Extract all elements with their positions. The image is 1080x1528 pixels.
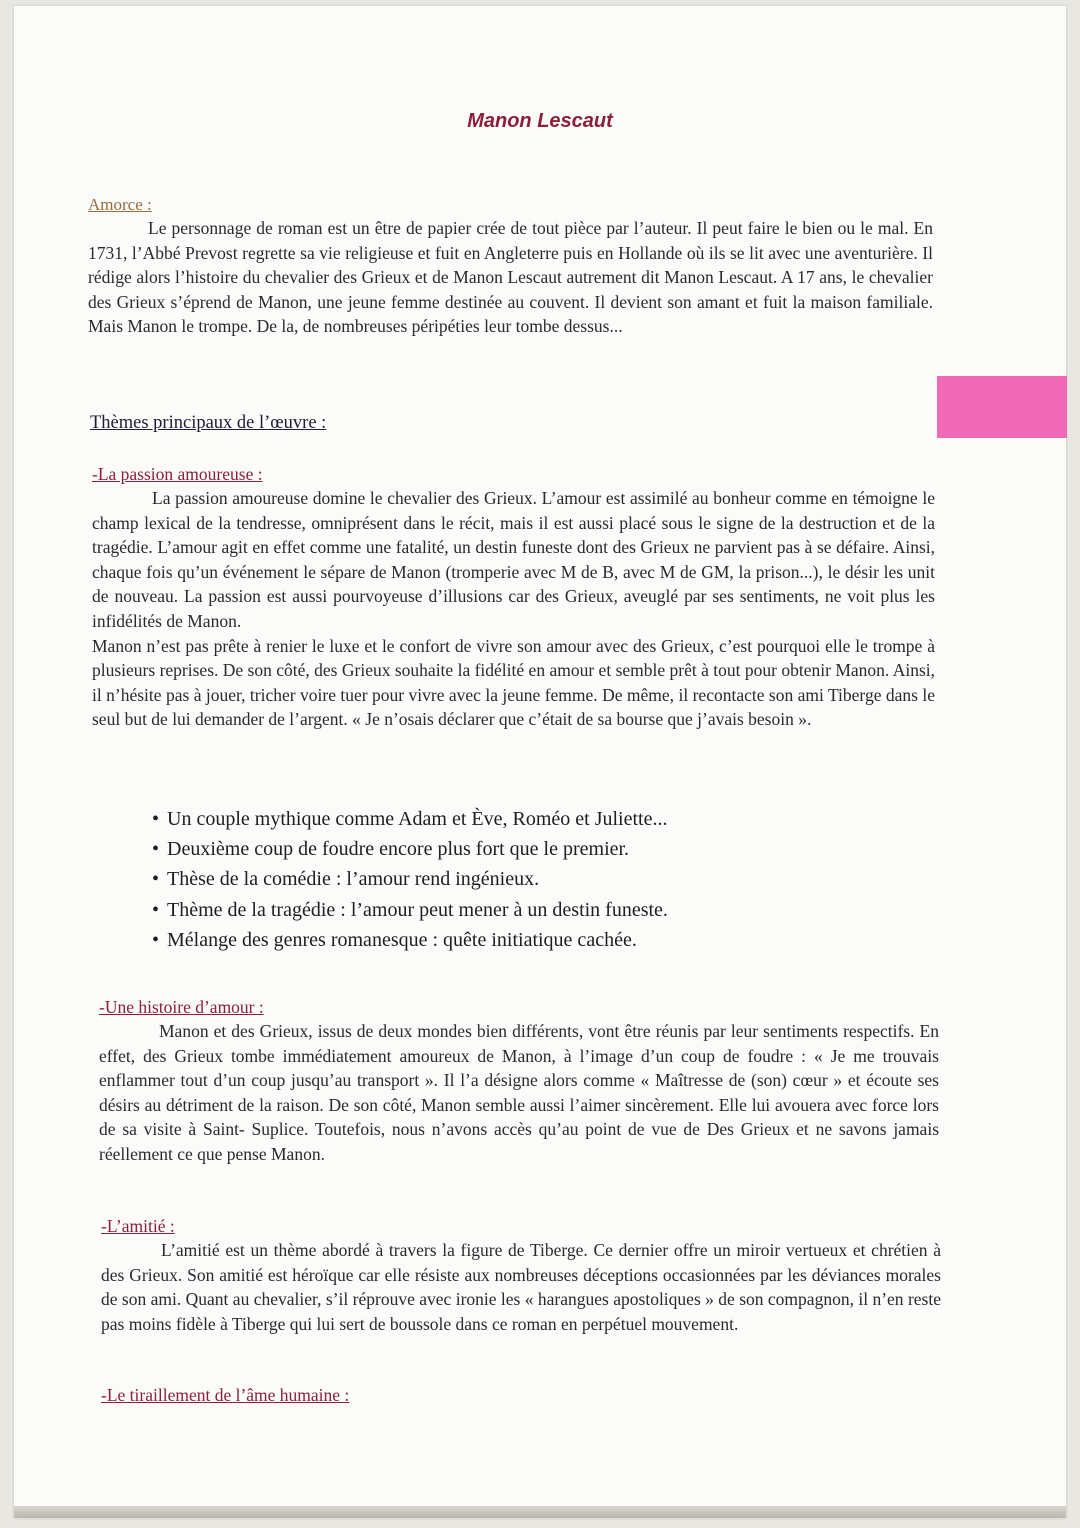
passion-label: -La passion amoureuse : (92, 464, 263, 484)
list-item: • Thème de la tragédie : l’amour peut mener à un destin funeste. (152, 895, 668, 925)
list-item: • Mélange des genres romanesque : quête initiatique cachée. (152, 925, 668, 955)
amitie-paragraph: L’amitié est un thème abordé à travers la figure de Tiberge. Ce dernier offre un miroir vertueux et chrétien à des Grieux. Son amitié est héroïque car elle résiste aux nombreuses déceptions occasionnées par les déviances morales de son ami. Quant au chevalier, s’il réprouve avec ironie les « harangues apostoliques » de son compagnon, il n’en reste pas moins fidèle à Tiberge qui lui sert de boussole dans ce roman en perpétuel mouvement. (101, 1240, 941, 1334)
themes-heading: Thèmes principaux de l’œuvre : (90, 413, 327, 433)
tiraillement-section (101, 1383, 941, 1407)
passion-paragraph-2: Manon n’est pas prête à renier le luxe et le confort de vivre son amour avec des Grieux, c’est pourquoi elle le trompe à plusieurs reprises. De son côté, des Grieux souhaite la fidélité en amour et semble prêt à tout pour obtenir Manon. Ainsi, il n’hésite pas à jouer, tricher voire tuer pour vivre avec la jeune femme. De même, il recontacte son ami Tiberge dans le seul but de lui demander de l’argent. « Je n’osais déclarer que c’était de sa bourse que j’avais besoin ». (92, 635, 935, 730)
list-item: • Un couple mythique comme Adam et Ève, Roméo et Juliette... (152, 804, 668, 834)
list-item: • Thèse de la comédie : l’amour rend ingénieux. (152, 864, 668, 894)
passion-section (92, 462, 935, 732)
document-title: Manon Lescaut (467, 110, 613, 132)
themes-heading-block (90, 410, 935, 436)
bullet-list (152, 804, 668, 955)
pink-index-tab (937, 376, 1067, 438)
amorce-paragraph: Le personnage de roman est un être de papier crée de tout pièce par l’auteur. Il peut faire le bien ou le mal. En 1731, l’Abbé Prevost regrette sa vie religieuse et fuit en Angleterre puis en Hollande où ils se lit avec une aventurière. Il rédige alors l’histoire du chevalier des Grieux et de Manon Lescaut autrement dit Manon Lescaut. A 17 ans, le chevalier des Grieux s’éprend de Manon, une jeune femme destinée au couvent. Il devient son amant et fuit la maison familiale. Mais Manon le trompe. De la, de nombreuses péripéties leur tombe dessus... (88, 218, 933, 337)
tiraillement-label: -Le tiraillement de l’âme humaine : (101, 1385, 350, 1405)
histoire-paragraph: Manon et des Grieux, issus de deux mondes bien différents, vont être réunis par leur sentiments respectifs. En effet, des Grieux tombe immédiatement amoureux de Manon, à l’image d’un coup de foudre : « Je me trouvais enflammer tout d’un coup jusqu’au transport ». Il l’a désigne alors comme « Maîtresse de (son) cœur » et écoute ses désirs au détriment de la raison. De son côté, Manon semble aussi l’aimer sincèrement. Elle lui avouera avec force lors de sa visite à Saint- Suplice. Toutefois, nous n’avons accès qu’au point de vue de Des Grieux et ne savons jamais réellement ce que pense Manon. (99, 1021, 939, 1164)
amitie-label: -L’amitié : (101, 1216, 175, 1236)
histoire-label: -Une histoire d’amour : (99, 997, 264, 1017)
amorce-section (88, 194, 933, 339)
page-bottom-edge (14, 1506, 1066, 1518)
list-item: • Deuxième coup de foudre encore plus fort que le premier. (152, 834, 668, 864)
amorce-label: Amorce : (88, 195, 152, 214)
passion-paragraph-1: La passion amoureuse domine le chevalier des Grieux. L’amour est assimilé au bonheur comme en témoigne le champ lexical de la tendresse, omniprésent dans le récit, mais il est aussi placé sous le signe de la destruction et de la tragédie. L’amour agit en effet comme une fatalité, un destin funeste dont des Grieux ne parvient pas à se défaire. Ainsi, chaque fois qu’un événement le sépare de Manon (tromperie avec M de B, avec M de GM, la prison...), le désir les unit de nouveau. La passion est aussi pourvoyeuse d’illusions car des Grieux, aveuglé par ses sentiments, ne voit plus les infidélités de Manon. (92, 488, 935, 631)
amitie-section (101, 1214, 941, 1336)
histoire-section (99, 995, 939, 1167)
